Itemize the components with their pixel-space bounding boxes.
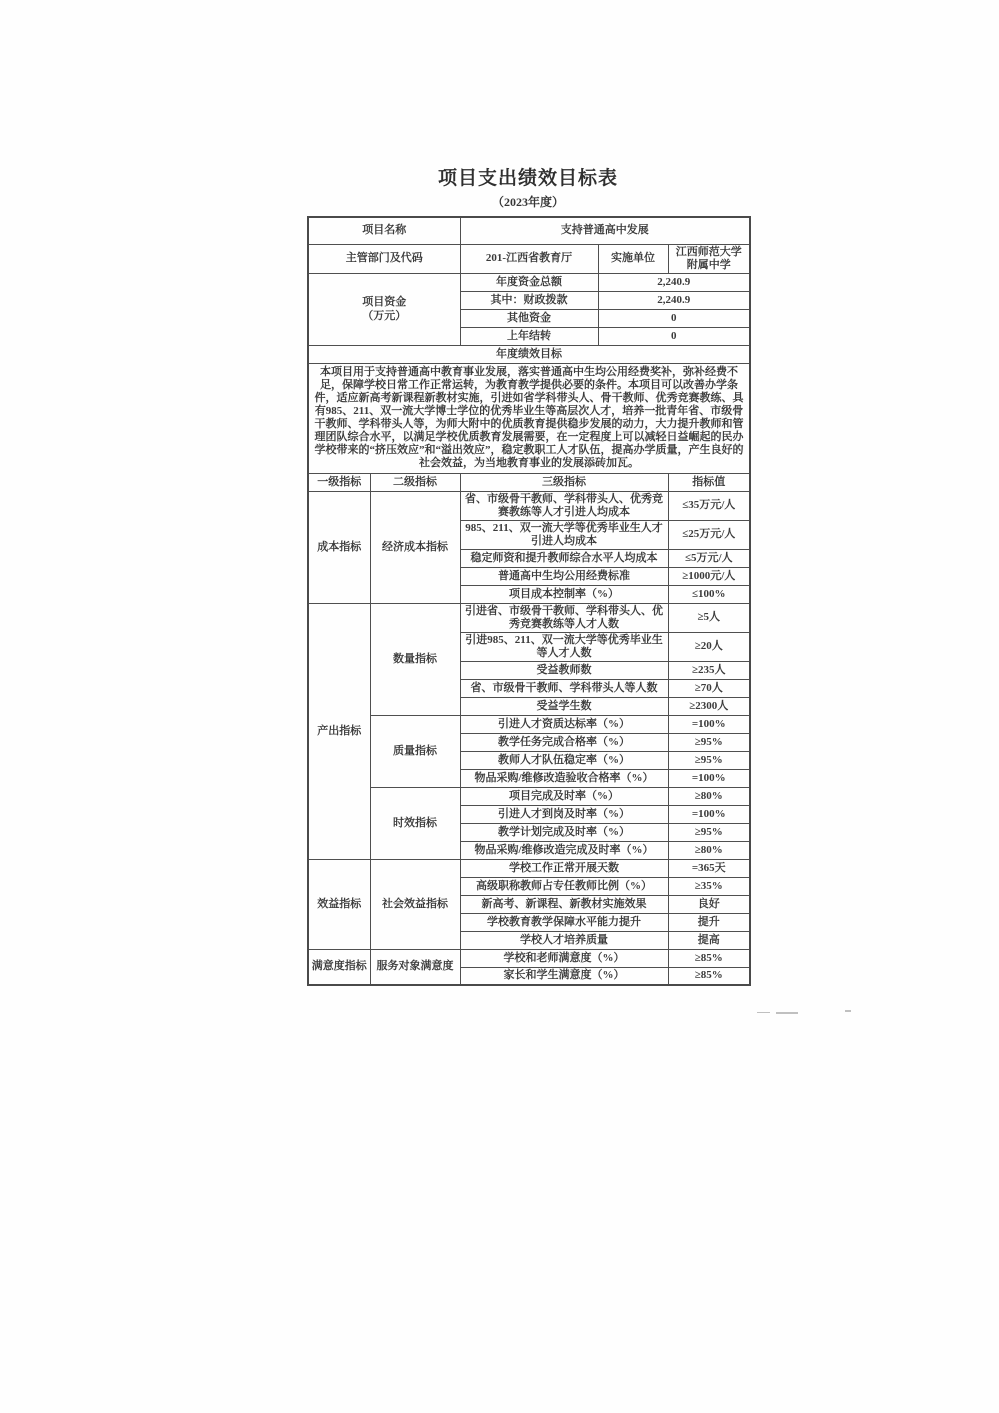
indicator-level1: 成本指标 — [308, 491, 370, 603]
indicator-level1: 产出指标 — [308, 603, 370, 859]
indicator-level1: 满意度指标 — [308, 949, 370, 985]
indicator-value: ≥80% — [668, 787, 750, 805]
funding-item-value: 0 — [598, 309, 750, 327]
funding-item-value: 0 — [598, 327, 750, 345]
indicator-header-row — [308, 473, 750, 491]
indicator-level1: 效益指标 — [308, 859, 370, 949]
funding-item-value: 2,240.9 — [598, 273, 750, 291]
funding-item-name: 年度资金总额 — [460, 273, 598, 291]
indicator-level3: 受益学生数 — [460, 697, 668, 715]
header-value: 指标值 — [668, 473, 750, 491]
scan-speck — [776, 1012, 798, 1014]
indicator-level2: 数量指标 — [370, 603, 460, 715]
indicator-level3: 项目成本控制率（%） — [460, 585, 668, 603]
indicator-level2: 经济成本指标 — [370, 491, 460, 603]
department-label: 主管部门及代码 — [308, 244, 460, 273]
indicator-value: ≥70人 — [668, 679, 750, 697]
funding-label-unit: （万元） — [362, 310, 407, 322]
scan-speck — [757, 1012, 770, 1013]
header-level1: 一级指标 — [308, 473, 370, 491]
indicator-level2: 质量指标 — [370, 715, 460, 787]
annual-goal-heading-row — [308, 345, 750, 363]
funding-item-name: 其中：财政拨款 — [460, 291, 598, 309]
funding-row — [308, 273, 750, 291]
header-level2: 二级指标 — [370, 473, 460, 491]
funding-label-text: 项目资金 — [362, 296, 407, 308]
indicator-row — [308, 715, 750, 733]
indicator-level3: 教学任务完成合格率（%） — [460, 733, 668, 751]
indicator-row — [308, 787, 750, 805]
funding-item-name: 其他资金 — [460, 309, 598, 327]
indicator-value: ≥235人 — [668, 661, 750, 679]
unit-value: 江西师范大学附属中学 — [668, 244, 750, 273]
indicator-value: ≥2300人 — [668, 697, 750, 715]
indicator-value: ≥85% — [668, 949, 750, 967]
indicator-level3: 引进省、市级骨干教师、学科带头人、优秀竞赛教练等人才人数 — [460, 603, 668, 632]
indicator-value: ≤5万元/人 — [668, 549, 750, 567]
indicator-level3: 普通高中生均公用经费标准 — [460, 567, 668, 585]
indicator-value: 良好 — [668, 895, 750, 913]
funding-item-name: 上年结转 — [460, 327, 598, 345]
indicator-value: ≥95% — [668, 823, 750, 841]
indicator-level3: 家长和学生满意度（%） — [460, 967, 668, 985]
indicator-level3: 引进人才资质达标率（%） — [460, 715, 668, 733]
indicator-level3: 新高考、新课程、新教材实施效果 — [460, 895, 668, 913]
annual-goal-text-row — [308, 363, 750, 473]
indicator-level2: 服务对象满意度 — [370, 949, 460, 985]
document-subtitle: （2023年度） — [491, 195, 564, 209]
indicator-level3: 教师人才队伍稳定率（%） — [460, 751, 668, 769]
document-title: 项目支出绩效目标表 — [437, 168, 618, 189]
indicator-value: ≥80% — [668, 841, 750, 859]
indicator-value: 提升 — [668, 913, 750, 931]
performance-target-table — [307, 216, 751, 986]
project-name-label: 项目名称 — [308, 217, 460, 244]
indicator-level3: 学校人才培养质量 — [460, 931, 668, 949]
indicator-row — [308, 603, 750, 632]
indicator-level3: 高级职称教师占专任教师比例（%） — [460, 877, 668, 895]
indicator-value: ≥1000元/人 — [668, 567, 750, 585]
department-value: 201-江西省教育厅 — [460, 244, 598, 273]
indicator-value: ≥35% — [668, 877, 750, 895]
indicator-level3: 省、市级骨干教师、学科带头人、优秀竞赛教练等人才引进人均成本 — [460, 491, 668, 520]
scan-speck — [845, 1010, 851, 1012]
indicator-level3: 教学计划完成及时率（%） — [460, 823, 668, 841]
indicator-value: =100% — [668, 805, 750, 823]
indicator-value: =365天 — [668, 859, 750, 877]
indicator-value: ≥95% — [668, 751, 750, 769]
indicator-level3: 省、市级骨干教师、学科带头人等人数 — [460, 679, 668, 697]
indicator-level3: 项目完成及时率（%） — [460, 787, 668, 805]
indicator-level3: 985、211、双一流大学等优秀毕业生人才引进人均成本 — [460, 520, 668, 549]
indicator-level3: 稳定师资和提升教师综合水平人均成本 — [460, 549, 668, 567]
indicator-row — [308, 949, 750, 967]
annual-goal-text: 本项目用于支持普通高中教育事业发展，落实普通高中生均公用经费奖补，弥补经费不足，保障学校日常工作正常运转，为教育教学提供必要的条件。本项目可以改善办学条件，适应新高考新课程新教材实施，引进如省学科带头人、骨干教师、优秀竞赛教练、具有985、211、双一流大学博士学位的优秀毕业生等高层次人才，培养一批青年省、市级骨干教师、学科带头人等，为师大附中的优质教育提供稳步发展的动力，大力提升教师和管理团队综合水平，以满足学校优质教育发展需要，在一定程度上可以减轻日益崛起的民办学校带来的“挤压效应”和“溢出效应”，稳定教职工人才队伍，提高办学质量，产生良好的社会效益，为当地教育事业的发展添砖加瓦。 — [308, 363, 750, 473]
indicator-value: 提高 — [668, 931, 750, 949]
indicator-level3: 物品采购/维修改造完成及时率（%） — [460, 841, 668, 859]
project-name-value: 支持普通高中发展 — [460, 217, 750, 244]
indicator-value: =100% — [668, 715, 750, 733]
indicator-level2: 社会效益指标 — [370, 859, 460, 949]
unit-label: 实施单位 — [598, 244, 668, 273]
indicator-value: ≤100% — [668, 585, 750, 603]
funding-label — [308, 273, 460, 345]
table-body — [308, 217, 750, 985]
indicator-level3: 引进985、211、双一流大学等优秀毕业生等人才人数 — [460, 632, 668, 661]
indicator-level3: 学校工作正常开展天数 — [460, 859, 668, 877]
indicator-value: ≥5人 — [668, 603, 750, 632]
indicator-row — [308, 491, 750, 520]
indicator-level3: 学校和老师满意度（%） — [460, 949, 668, 967]
indicator-value: ≥85% — [668, 967, 750, 985]
indicator-row — [308, 859, 750, 877]
indicator-value: ≤35万元/人 — [668, 491, 750, 520]
annual-goal-heading: 年度绩效目标 — [308, 345, 750, 363]
department-row — [308, 244, 750, 273]
indicator-value: ≥95% — [668, 733, 750, 751]
project-name-row — [308, 217, 750, 244]
funding-item-value: 2,240.9 — [598, 291, 750, 309]
header-level3: 三级指标 — [460, 473, 668, 491]
indicator-level3: 受益教师数 — [460, 661, 668, 679]
indicator-level2: 时效指标 — [370, 787, 460, 859]
indicator-level3: 学校教育教学保障水平能力提升 — [460, 913, 668, 931]
indicator-value: =100% — [668, 769, 750, 787]
document — [307, 167, 749, 986]
indicator-value: ≤25万元/人 — [668, 520, 750, 549]
indicator-level3: 引进人才到岗及时率（%） — [460, 805, 668, 823]
indicator-level3: 物品采购/维修改造验收合格率（%） — [460, 769, 668, 787]
indicator-value: ≥20人 — [668, 632, 750, 661]
